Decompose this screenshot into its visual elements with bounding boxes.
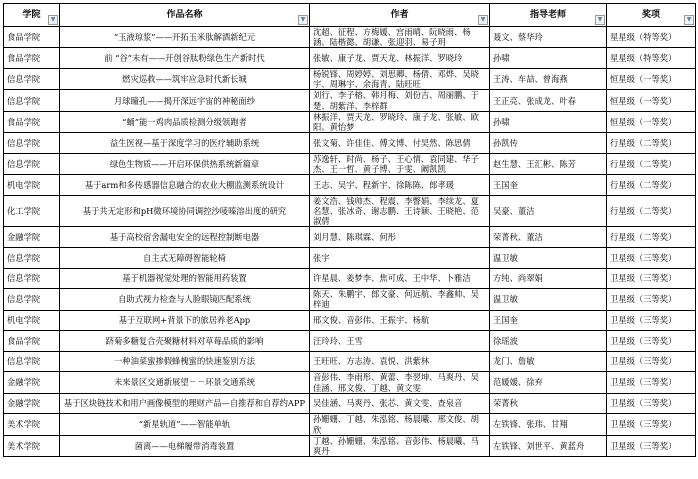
cell-advisor[interactable]: 范媛媛、徐弃 (490, 372, 607, 393)
filter-dropdown-icon[interactable]: ▼ (595, 15, 605, 25)
header-award: 奖项 ▼ (607, 4, 696, 27)
header-work: 作品名称 ▼ (60, 4, 310, 27)
cell-work[interactable]: “新星轨道”——智能单轨 (60, 414, 310, 435)
cell-work[interactable]: 跻菊多糖复合壳聚糖材料对草莓品质的影响 (60, 331, 310, 352)
cell-work[interactable]: 未来景区交通新展望－－环景交通系统 (60, 372, 310, 393)
cell-award[interactable]: 星星级（特等奖） (607, 48, 696, 69)
cell-college[interactable]: 食品学院 (4, 27, 60, 48)
cell-award[interactable]: 行星级（二等奖） (607, 195, 696, 227)
cell-college[interactable]: 食品学院 (4, 48, 60, 69)
cell-award[interactable]: 星星级（特等奖） (607, 27, 696, 48)
cell-advisor[interactable]: 王国奎 (490, 310, 607, 331)
cell-advisor[interactable]: 孙啸 (490, 48, 607, 69)
filter-dropdown-icon[interactable]: ▼ (478, 15, 488, 25)
table-row (4, 90, 696, 111)
table-row (4, 289, 696, 310)
cell-advisor[interactable]: 荣菁秋 (490, 393, 607, 414)
cell-award[interactable]: 卫星级（三等奖） (607, 351, 696, 372)
table-row (4, 153, 696, 174)
filter-dropdown-icon[interactable]: ▼ (298, 15, 308, 25)
table-row (4, 195, 696, 227)
cell-work[interactable]: 自助式视力检查与人脸眼镜匹配系统 (60, 289, 310, 310)
cell-advisor[interactable]: 王正亮、张成龙、叶春 (490, 90, 607, 111)
header-advisor: 指导老师 ▼ (490, 4, 607, 27)
cell-authors[interactable]: 沈超、征程、方梅媛、宫雨晴、阮晓雨、杨涵、陆楷懿、胡谦、张迎羽、易子玥 (310, 27, 490, 48)
cell-award[interactable]: 卫星级（三等奖） (607, 435, 696, 456)
table-row (4, 393, 696, 414)
table-row (4, 48, 696, 69)
cell-authors[interactable]: 陈天、朱鹏宇、郎文豪、何远航、李鑫帅、吴梓迪 (310, 289, 490, 310)
cell-advisor[interactable]: 左铁锋、刘世平、黄蓝舟 (490, 435, 607, 456)
cell-award[interactable]: 恒星级（一等奖） (607, 111, 696, 132)
cell-work[interactable]: 基于机器视觉处理的智能用药装置 (60, 268, 310, 289)
cell-advisor[interactable]: 吴豪、董洁 (490, 195, 607, 227)
cell-award[interactable]: 卫星级（三等奖） (607, 248, 696, 269)
cell-work[interactable]: 绿色生物质——开启环保供热系统新篇章 (60, 153, 310, 174)
table-row (4, 175, 696, 196)
cell-college[interactable]: 信息学院 (4, 90, 60, 111)
cell-work[interactable]: “蛹”能一鸡肉品质检测分级领跑者 (60, 111, 310, 132)
cell-college[interactable]: 美术学院 (4, 414, 60, 435)
cell-work[interactable]: 基于互联网+背景下的旅居养老App (60, 310, 310, 331)
cell-college[interactable]: 信息学院 (4, 69, 60, 90)
cell-work[interactable]: 菌离——电梯履带消毒装置 (60, 435, 310, 456)
cell-award[interactable]: 卫星级（三等奖） (607, 393, 696, 414)
cell-college[interactable]: 金融学院 (4, 393, 60, 414)
cell-authors[interactable]: 林振洋、贾天龙、罗晓玲、康子龙、张敏、欧阳、黄怡梦 (310, 111, 490, 132)
cell-authors[interactable]: 吴佳涵、马爽丹、张芯、黄文雯、查泉音 (310, 393, 490, 414)
cell-advisor[interactable]: 孙凯传 (490, 133, 607, 154)
cell-authors[interactable]: 许星晨、姜梦李、焦可成、王中华、卜雅洁 (310, 268, 490, 289)
cell-award[interactable]: 行星级（二等奖） (607, 175, 696, 196)
cell-college[interactable]: 食品学院 (4, 331, 60, 352)
cell-college[interactable]: 食品学院 (4, 111, 60, 132)
table-row (4, 227, 696, 248)
table-row (4, 111, 696, 132)
cell-authors[interactable]: 孙姗姗、丁越、朱泓铭、杨晨曦、邢文俊、胡欣 (310, 414, 490, 435)
cell-authors[interactable]: 丁越、孙姗姗、朱泓铭、音彭伟、杨晨曦、马爽丹 (310, 435, 490, 456)
cell-authors[interactable]: 张敏、康子龙、贾天龙、林振洋、罗晓玲 (310, 48, 490, 69)
cell-work[interactable]: 自主式无障碍智能轮椅 (60, 248, 310, 269)
cell-advisor[interactable]: 龙门、詹敏 (490, 351, 607, 372)
cell-advisor[interactable]: 荣菁秋、董洁 (490, 227, 607, 248)
cell-authors[interactable]: 邢文俊、音彭伟、王振宇、杨航 (310, 310, 490, 331)
cell-advisor[interactable]: 温卫敏 (490, 248, 607, 269)
cell-college[interactable]: 金融学院 (4, 372, 60, 393)
cell-advisor[interactable]: 王国奎 (490, 175, 607, 196)
cell-college[interactable]: 化工学院 (4, 195, 60, 227)
table-row (4, 27, 696, 48)
cell-authors[interactable]: 刘行、李子榕、韩月梅、刘份吉、周丽鹏、于楚、胡紫洋、李梓群 (310, 90, 490, 111)
cell-authors[interactable]: 汪玲玲、王雪 (310, 331, 490, 352)
table-row (4, 435, 696, 456)
cell-college[interactable]: 金融学院 (4, 227, 60, 248)
table-row (4, 268, 696, 289)
cell-college[interactable]: 信息学院 (4, 289, 60, 310)
awards-table (3, 3, 696, 457)
header-authors: 作者 ▼ (310, 4, 490, 27)
cell-authors[interactable]: 音彭伟、李雨彤、黄蕾、李翌坤、马爽丹、吴佳涵、邢文俊、丁越、黄文雯 (310, 372, 490, 393)
filter-dropdown-icon[interactable]: ▼ (48, 15, 58, 25)
cell-work[interactable]: 基于高校宿舍漏电安全的远程控制断电器 (60, 227, 310, 248)
header-row (4, 4, 696, 27)
cell-authors[interactable]: 苏逸轩、时尚、杨子、王心情、袁同建、华子杰、王一哲、黄子博、于雯、阚凯凯 (310, 153, 490, 174)
cell-work[interactable]: “玉液琼浆”——开拓玉米肽解酒新纪元 (60, 27, 310, 48)
table-row (4, 310, 696, 331)
cell-work[interactable]: 前 “谷”未有——开创谷肽粉绿色生产新时代 (60, 48, 310, 69)
cell-work[interactable]: 一种油菜蜜掺假蜂槐蜜的快速鉴别方法 (60, 351, 310, 372)
cell-authors[interactable]: 杨锐锋、周婷婷、刘思卿、杨倩、邓烨、吴晓宇、周琳宇、余海青、陆旺旺 (310, 69, 490, 90)
cell-award[interactable]: 恒星级（一等奖） (607, 90, 696, 111)
table-row (4, 331, 696, 352)
cell-award[interactable]: 卫星级（三等奖） (607, 310, 696, 331)
cell-college[interactable]: 机电学院 (4, 310, 60, 331)
cell-advisor[interactable]: 赵生慧、王汇彬、陈芳 (490, 153, 607, 174)
table-row (4, 248, 696, 269)
cell-advisor[interactable]: 王涛、车喆、曾海燕 (490, 69, 607, 90)
cell-award[interactable]: 卫星级（三等奖） (607, 414, 696, 435)
cell-work[interactable]: 燃灾巡救——筑牢应急时代新长城 (60, 69, 310, 90)
cell-authors[interactable]: 刘月慧、陈琪霖、何彤 (310, 227, 490, 248)
cell-college[interactable]: 美术学院 (4, 435, 60, 456)
table-row (4, 69, 696, 90)
cell-work[interactable]: 基于区块链技术和用户画像模型的理财产品—自推荐和自荐约APP (60, 393, 310, 414)
cell-work[interactable]: 基于arm和多传感器信息融合的农业大棚监测系统设计 (60, 175, 310, 196)
table-row (4, 372, 696, 393)
cell-advisor[interactable]: 方纯、尚翠娟 (490, 268, 607, 289)
cell-award[interactable]: 卫星级（三等奖） (607, 289, 696, 310)
table-row (4, 414, 696, 435)
cell-award[interactable]: 卫星级（三等奖） (607, 331, 696, 352)
cell-authors[interactable]: 王志、吴宇、程新宇、徐陈陈、郎孝瑗 (310, 175, 490, 196)
cell-authors[interactable]: 姜文浩、钱帅杰、程震、李瞥娟、李续龙、夏名慧、张冰奇、谢志鹏、王诗颖、王晓艳、范淑倩 (310, 195, 490, 227)
cell-college[interactable]: 机电学院 (4, 175, 60, 196)
cell-advisor[interactable]: 徐瑶波 (490, 331, 607, 352)
cell-advisor[interactable]: 孙啸 (490, 111, 607, 132)
cell-advisor[interactable]: 聂文、蔡华玲 (490, 27, 607, 48)
cell-authors[interactable]: 王旺旺、方志涛、袁悦、洪紫林 (310, 351, 490, 372)
cell-authors[interactable]: 张宇 (310, 248, 490, 269)
cell-college[interactable]: 信息学院 (4, 153, 60, 174)
cell-work[interactable]: 基于共无定形和pH微环境协同调控沙唛嗪溶出度的研究 (60, 195, 310, 227)
cell-college[interactable]: 信息学院 (4, 248, 60, 269)
cell-work[interactable]: 益生医视—基于深度学习的医疗辅助系统 (60, 133, 310, 154)
filter-dropdown-icon[interactable]: ▼ (684, 15, 694, 25)
cell-advisor[interactable]: 温卫敏 (490, 289, 607, 310)
cell-college[interactable]: 信息学院 (4, 351, 60, 372)
cell-award[interactable]: 卫星级（三等奖） (607, 372, 696, 393)
cell-award[interactable]: 卫星级（三等奖） (607, 268, 696, 289)
header-college: 学院 ▼ (4, 4, 60, 27)
cell-work[interactable]: 月球瞳孔——揭开深远宇宙的神秘面纱 (60, 90, 310, 111)
cell-award[interactable]: 行星级（二等奖） (607, 153, 696, 174)
table-row (4, 133, 696, 154)
cell-award[interactable]: 行星级（二等奖） (607, 133, 696, 154)
cell-advisor[interactable]: 左铁锋、张玮、甘翔 (490, 414, 607, 435)
cell-authors[interactable]: 张文菊、许佳佳、傅文博、付昊然、陈思倩 (310, 133, 490, 154)
cell-college[interactable]: 信息学院 (4, 268, 60, 289)
cell-award[interactable]: 恒星级（一等奖） (607, 69, 696, 90)
cell-award[interactable]: 行星级（二等奖） (607, 227, 696, 248)
cell-college[interactable]: 信息学院 (4, 133, 60, 154)
table-row (4, 351, 696, 372)
